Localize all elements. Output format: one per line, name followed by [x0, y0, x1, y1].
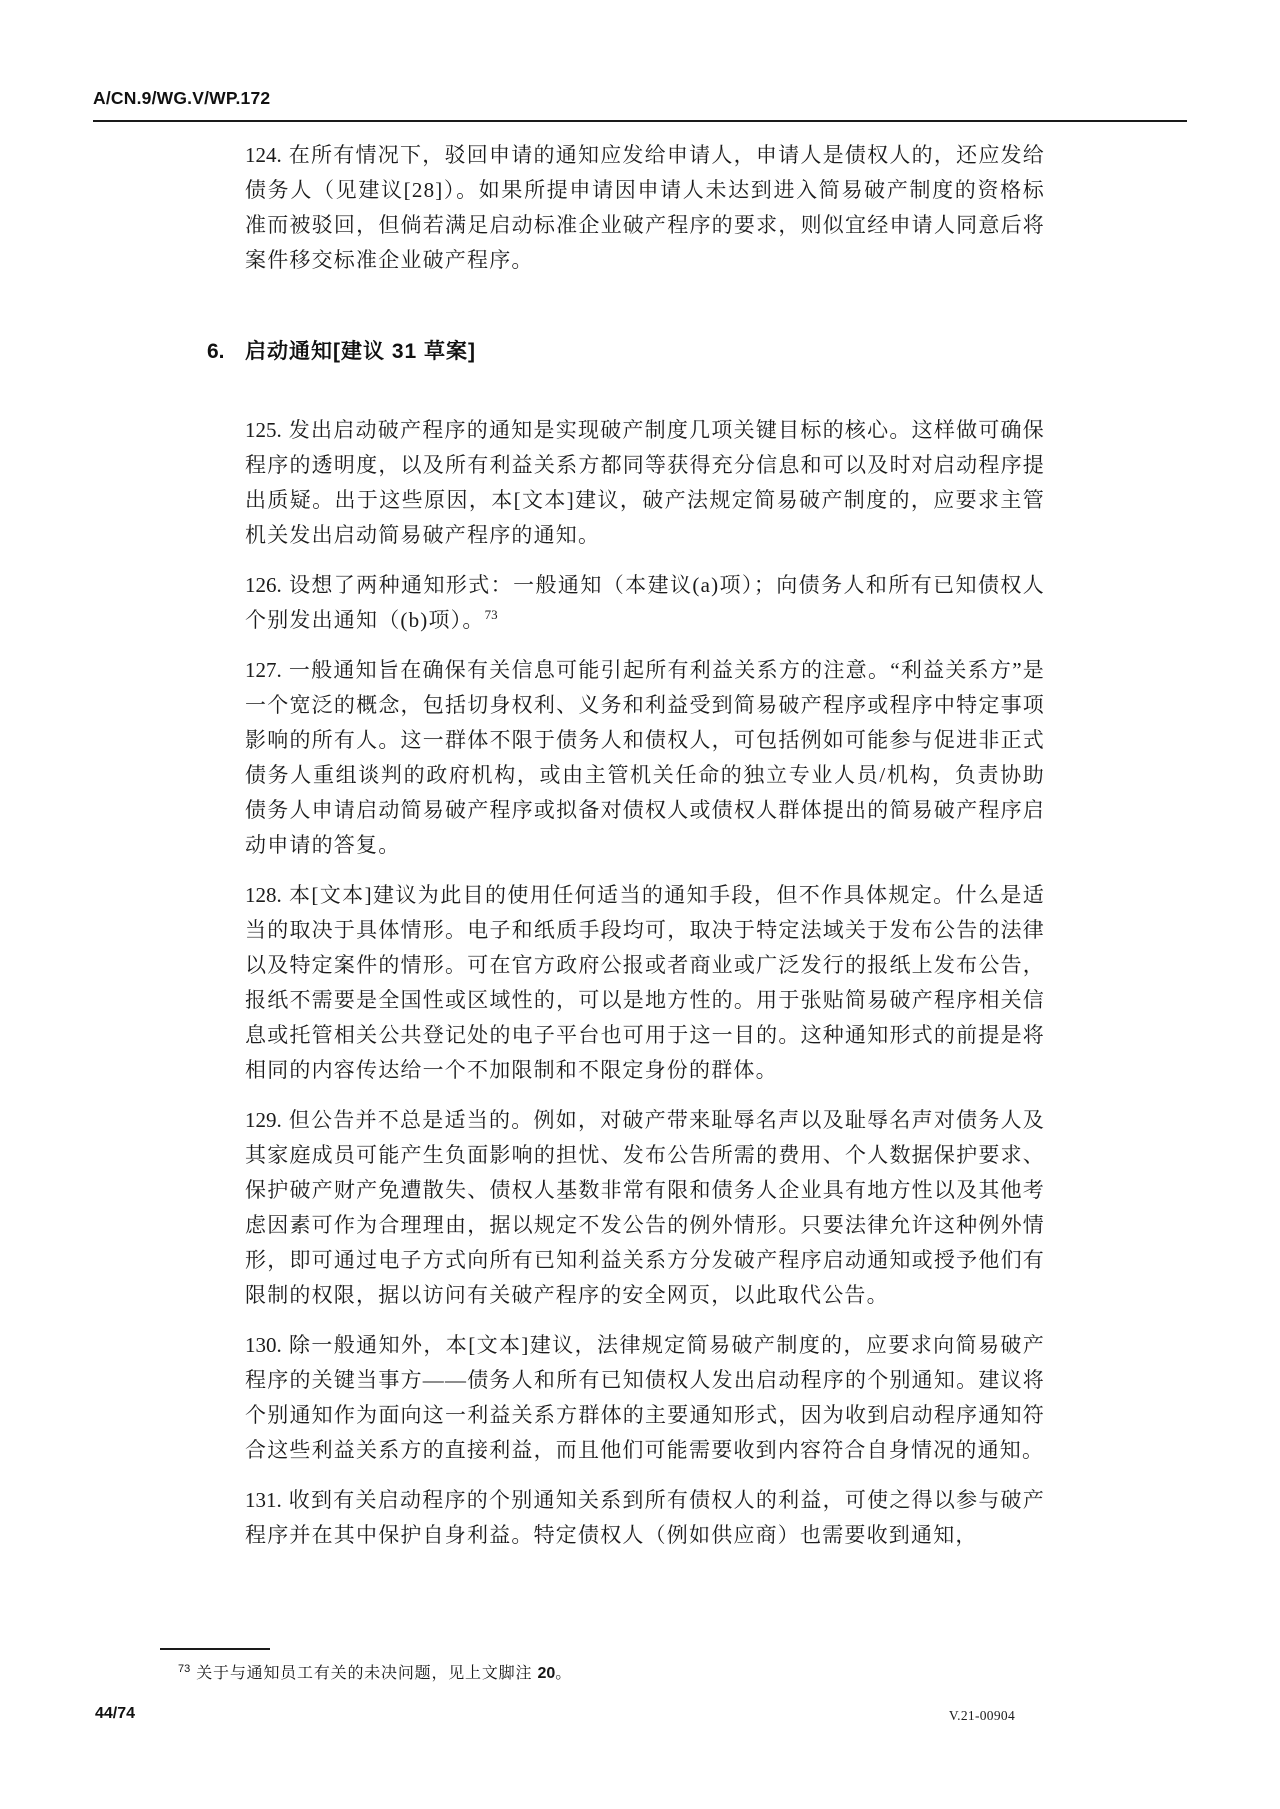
paragraph-125	[245, 413, 1045, 553]
paragraph-text: 一般通知旨在确保有关信息可能引起所有利益关系方的注意。“利益关系方”是一个宽泛的概念，包括切身权利、义务和利益受到简易破产程序或程序中特定事项影响的所有人。这一群体不限于债务人和债权人，可包括例如可能参与促进非正式债务人重组谈判的政府机构，或由主管机关任命的独立专业人员/机构，负责协助债务人申请启动简易破产程序或拟备对债权人或债权人群体提出的简易破产程序启动申请的答复。	[245, 658, 1045, 857]
paragraph-number: 126.	[245, 573, 282, 597]
section-heading	[207, 335, 1045, 369]
footnote-separator	[160, 1648, 270, 1650]
paragraph-text: 设想了两种通知形式：一般通知（本建议(a)项）；向债务人和所有已知债权人个别发出通知（(b)项）。	[245, 573, 1045, 632]
doc-symbol: A/CN.9/WG.V/WP.172	[93, 88, 271, 108]
paragraph-130	[245, 1328, 1045, 1468]
paragraph-number: 128.	[245, 883, 282, 907]
paragraph-text: 发出启动破产程序的通知是实现破产制度几项关键目标的核心。这样做可确保程序的透明度，以及所有利益关系方都同等获得充分信息和可以及时对启动程序提出质疑。出于这些原因，本[文本]建议，破产法规定简易破产制度的，应要求主管机关发出启动简易破产程序的通知。	[245, 418, 1045, 547]
paragraph-number: 129.	[245, 1108, 282, 1132]
section-number: 6.	[207, 340, 225, 363]
paragraph-131	[245, 1483, 1045, 1553]
header-rule	[93, 120, 1187, 122]
paragraph-text: 除一般通知外，本[文本]建议，法律规定简易破产制度的，应要求向简易破产程序的关键当事方——债务人和所有已知债权人发出启动程序的个别通知。建议将个别通知作为面向这一利益关系方群体的主要通知形式，因为收到启动程序通知符合这些利益关系方的直接利益，而且他们可能需要收到内容符合自身情况的通知。	[245, 1333, 1045, 1462]
paragraph-text: 但公告并不总是适当的。例如，对破产带来耻辱名声以及耻辱名声对债务人及其家庭成员可能产生负面影响的担忧、发布公告所需的费用、个人数据保护要求、保护破产财产免遭散失、债权人基数非常有限和债务人企业具有地方性以及其他考虑因素可作为合理理由，据以规定不发公告的例外情形。只要法律允许这种例外情形，即可通过电子方式向所有已知利益关系方分发破产程序启动通知或授予他们有限制的权限，据以访问有关破产程序的安全网页，以此取代公告。	[245, 1108, 1045, 1307]
paragraph-number: 131.	[245, 1488, 282, 1512]
body-text	[207, 138, 1045, 1568]
footnote-text: 关于与通知员工有关的未决问题，见上文脚注	[196, 1665, 538, 1682]
paragraph-number: 124.	[245, 143, 282, 167]
paragraph-number: 125.	[245, 418, 282, 442]
paragraph-124	[245, 138, 1045, 278]
paragraph-128	[245, 878, 1045, 1088]
page-number: 44/74	[95, 1705, 136, 1722]
section-title: 启动通知[建议 31 草案]	[245, 340, 477, 363]
paragraph-126	[245, 568, 1045, 638]
paragraph-129	[245, 1103, 1045, 1313]
paragraph-number: 130.	[245, 1333, 282, 1357]
paragraph-text: 本[文本]建议为此目的使用任何适当的通知手段，但不作具体规定。什么是适当的取决于具体情形。电子和纸质手段均可，取决于特定法域关于发布公告的法律以及特定案件的情形。可在官方政府公报或者商业或广泛发行的报纸上发布公告，报纸不需要是全国性或区域性的，可以是地方性的。用于张贴简易破产程序相关信息或托管相关公共登记处的电子平台也可用于这一目的。这种通知形式的前提是将相同的内容传达给一个不加限制和不限定身份的群体。	[245, 883, 1045, 1082]
footnote-text-end: 。	[555, 1665, 573, 1682]
paragraph-text: 在所有情况下，驳回申请的通知应发给申请人，申请人是债权人的，还应发给债务人（见建议[28]）。如果所提申请因申请人未达到进入简易破产制度的资格标准而被驳回，但倘若满足启动标准企业破产程序的要求，则似宜经申请人同意后将案件移交标准企业破产程序。	[245, 143, 1045, 272]
paragraph-text: 收到有关启动程序的个别通知关系到所有债权人的利益，可使之得以参与破产程序并在其中保护自身利益。特定债权人（例如供应商）也需要收到通知，	[245, 1488, 1045, 1547]
footnote-cross-reference: 20	[537, 1665, 556, 1682]
paragraph-127	[245, 653, 1045, 863]
footnote-reference-73: 73	[484, 607, 498, 622]
paragraph-number: 127.	[245, 658, 282, 682]
footnote-number: 73	[178, 1662, 191, 1675]
doc-code: V.21-00904	[948, 1708, 1015, 1723]
footnote-73	[178, 1662, 1058, 1686]
